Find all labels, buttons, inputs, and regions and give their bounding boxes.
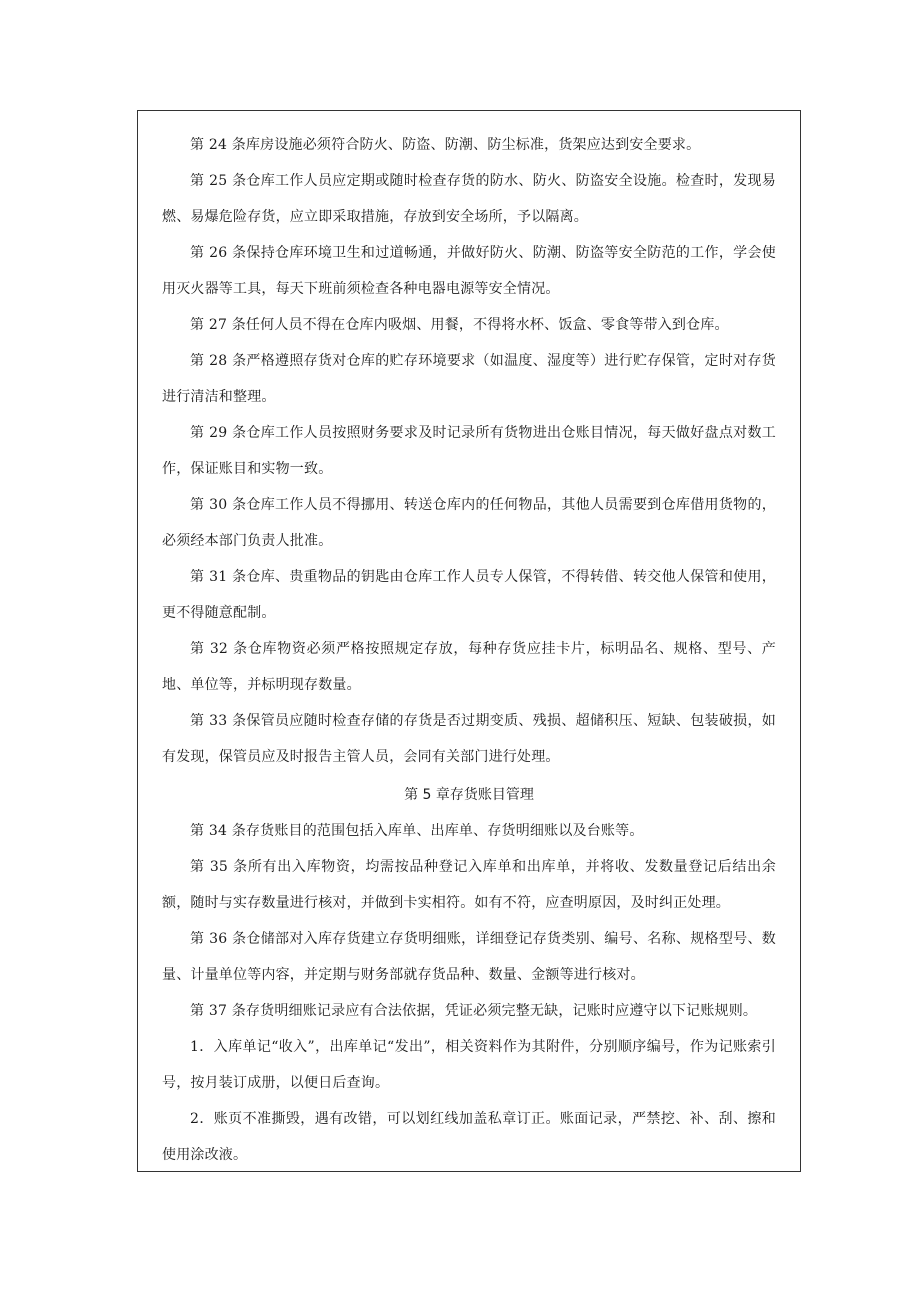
article-28: 第 28 条严格遵照存货对仓库的贮存环境要求（如温度、湿度等）进行贮存保管，定时对存货进行清洁和整理。: [162, 353, 776, 405]
article-29: 第 29 条仓库工作人员按照财务要求及时记录所有货物进出仓账目情况，每天做好盘点对数工作，保证账目和实物一致。: [162, 425, 776, 477]
article-33: 第 33 条保管员应随时检查存储的存货是否过期变质、残损、超储积压、短缺、包装破损，如有发现，保管员应及时报告主管人员，会同有关部门进行处理。: [162, 713, 776, 765]
article-24: 第 24 条库房设施必须符合防火、防盗、防潮、防尘标准，货架应达到安全要求。: [190, 137, 701, 153]
chapter-heading: 第 5 章存货账目管理: [404, 787, 534, 803]
article-27: 第 27 条任何人员不得在仓库内吸烟、用餐，不得将水杯、饭盒、零食等带入到仓库。: [190, 317, 729, 333]
article-25: 第 25 条仓库工作人员应定期或随时检查存货的防水、防火、防盗安全设施。检查时，发现易燃、易爆危险存货，应立即采取措施，存放到安全场所，予以隔离。: [162, 173, 776, 225]
article-36: 第 36 条仓储部对入库存货建立存货明细账，详细登记存货类别、编号、名称、规格型号、数量、计量单位等内容，并定期与财务部就存货品种、数量、金额等进行核对。: [162, 931, 776, 983]
article-31: 第 31 条仓库、贵重物品的钥匙由仓库工作人员专人保管，不得转借、转交他人保管和使用，更不得随意配制。: [162, 569, 776, 621]
article-35: 第 35 条所有出入库物资，均需按品种登记入库单和出库单，并将收、发数量登记后结出余额，随时与实存数量进行核对，并做到卡实相符。如有不符，应查明原因，及时纠正处理。: [162, 859, 776, 911]
article-32: 第 32 条仓库物资必须严格按照规定存放，每种存货应挂卡片，标明品名、规格、型号、产地、单位等，并标明现存数量。: [162, 641, 776, 693]
rule-item-2: 2．账页不准撕毁，遇有改错，可以划红线加盖私章订正。账面记录，严禁挖、补、刮、擦和使用涂改液。: [162, 1111, 776, 1163]
article-37: 第 37 条存货明细账记录应有合法依据，凭证必须完整无缺，记账时应遵守以下记账规则。: [190, 1003, 758, 1019]
article-34: 第 34 条存货账目的范围包括入库单、出库单、存货明细账以及台账等。: [190, 823, 644, 839]
article-30: 第 30 条仓库工作人员不得挪用、转送仓库内的任何物品，其他人员需要到仓库借用货物的，必须经本部门负责人批准。: [162, 497, 776, 549]
rule-item-1: 1．入库单记“收入”，出库单记“发出”，相关资料作为其附件，分别顺序编号，作为记账索引号，按月装订成册，以便日后查询。: [162, 1039, 776, 1091]
article-26: 第 26 条保持仓库环境卫生和过道畅通，并做好防火、防潮、防盗等安全防范的工作，学会使用灭火器等工具，每天下班前须检查各种电器电源等安全情况。: [162, 245, 776, 297]
document-frame: [137, 110, 801, 1172]
